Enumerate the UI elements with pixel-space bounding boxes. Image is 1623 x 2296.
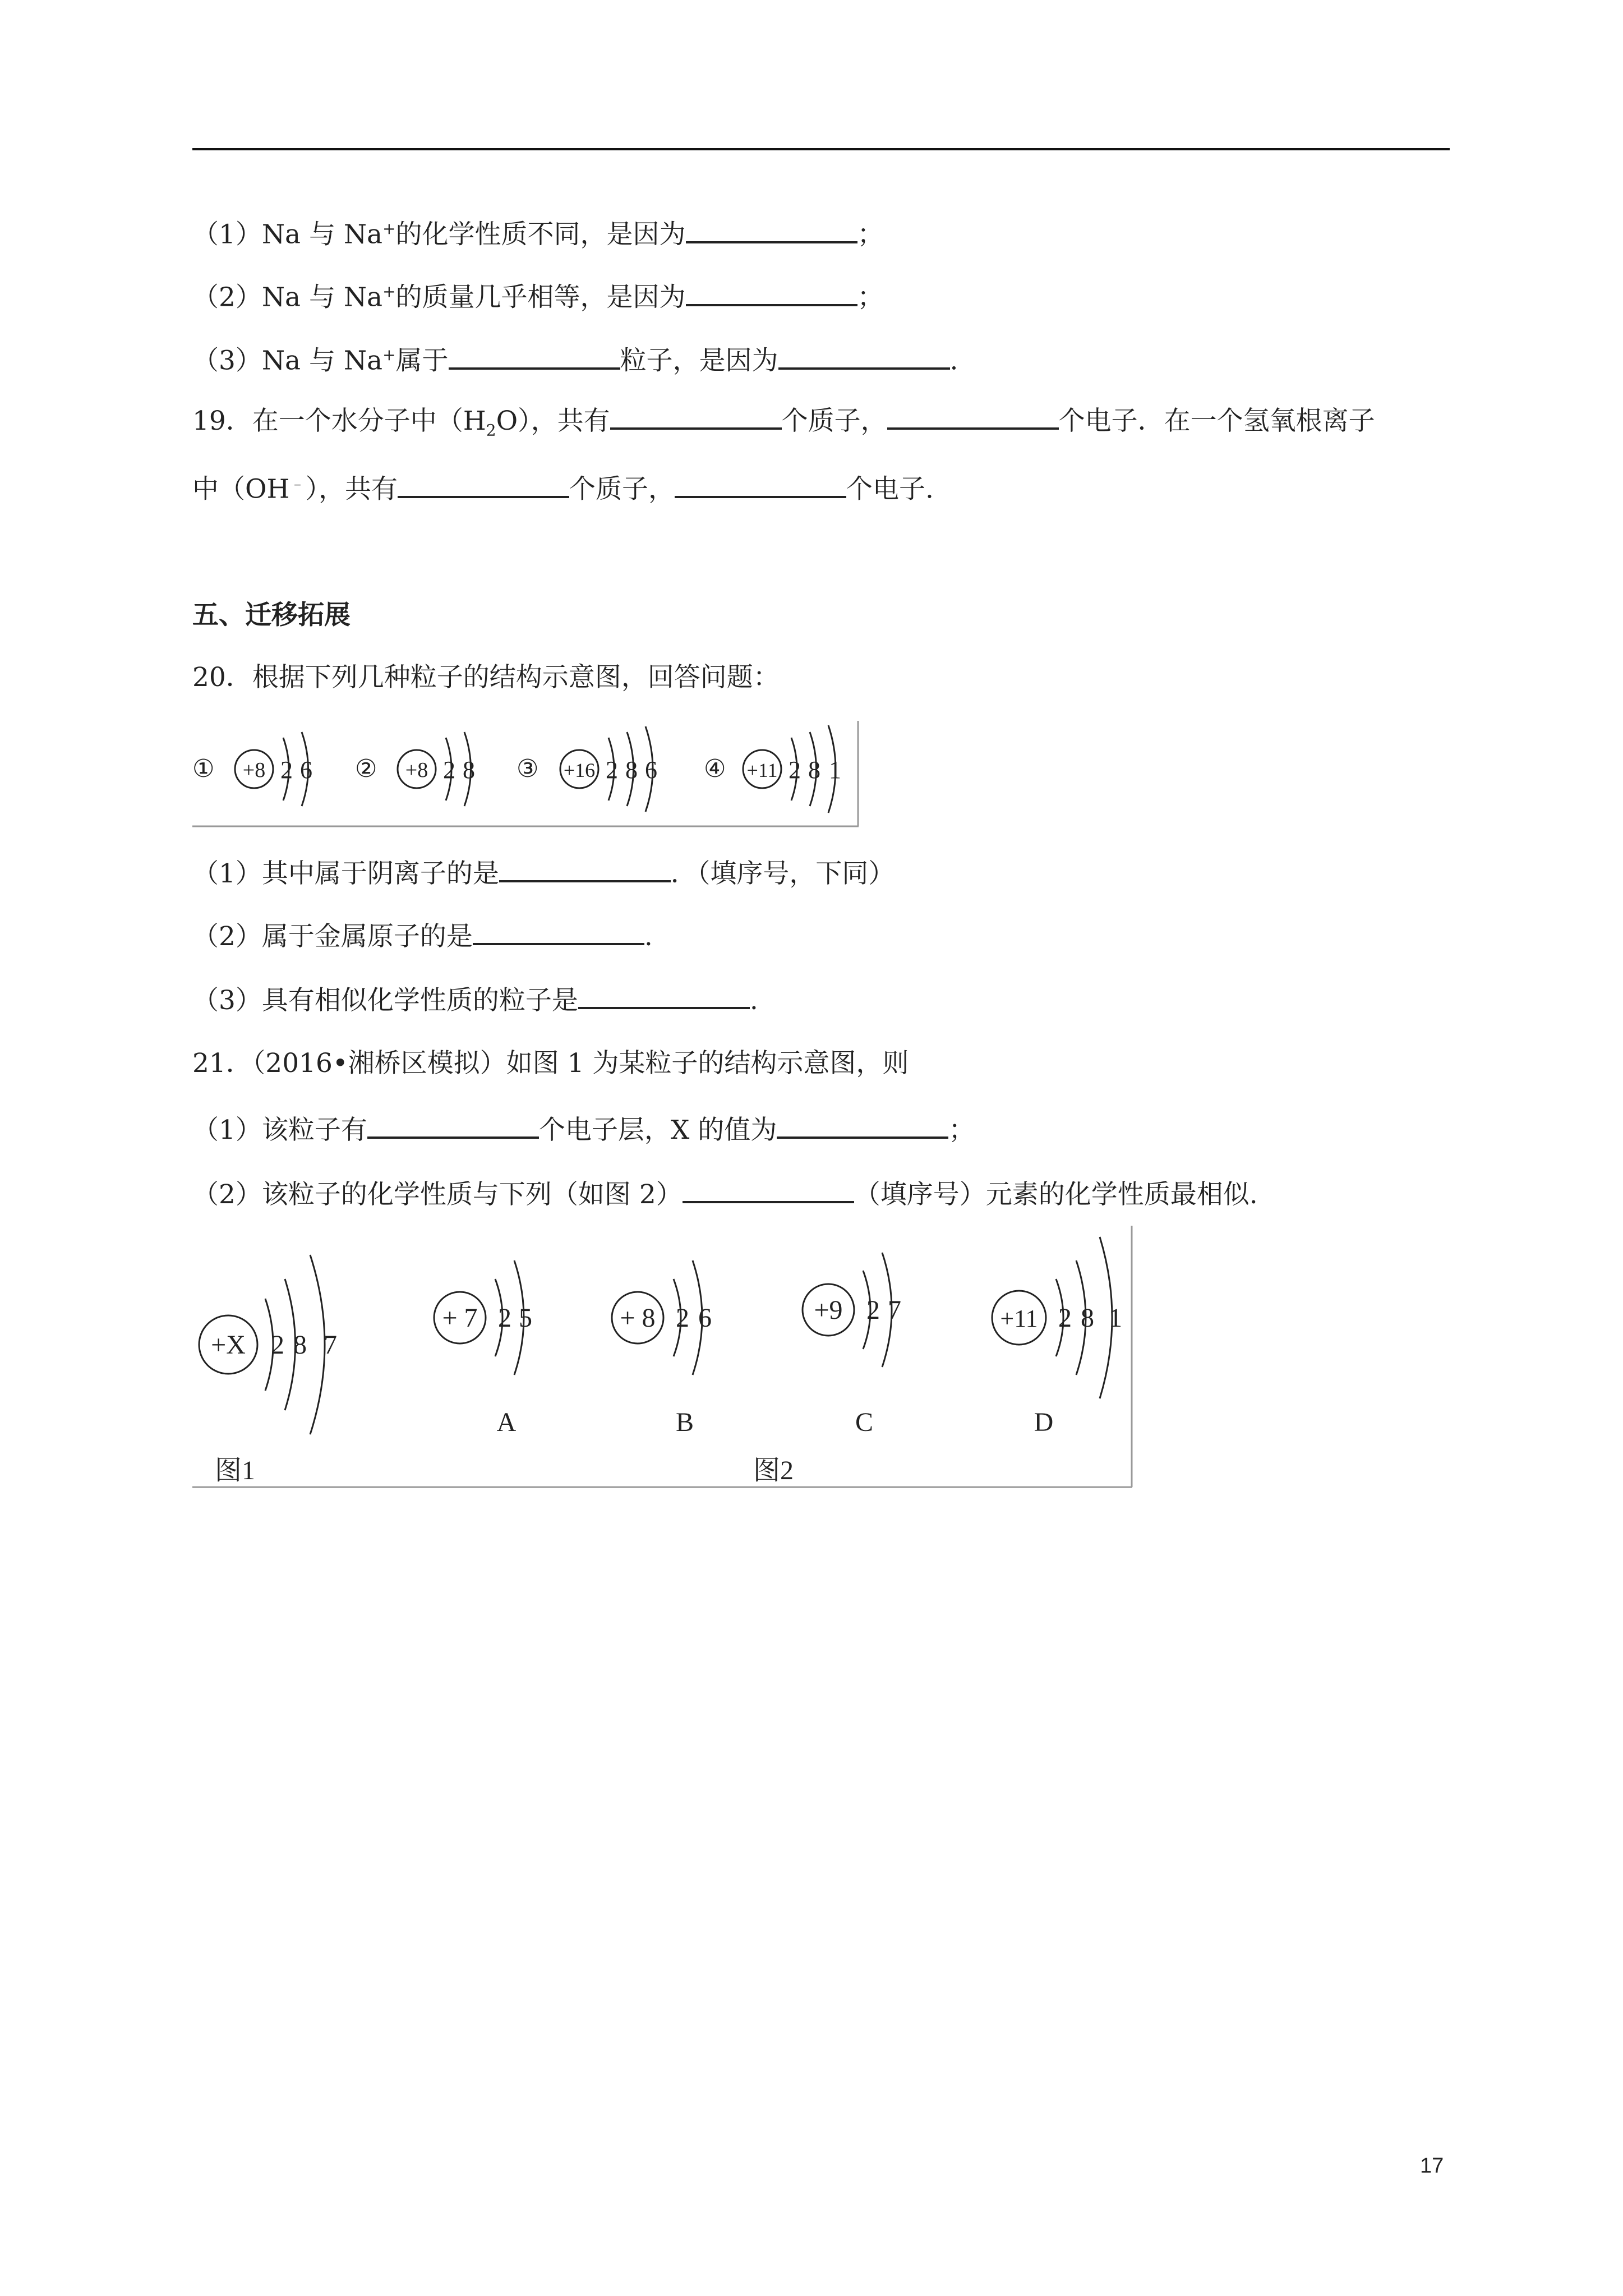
item-index: ②: [355, 755, 377, 783]
electron-count: 2: [1058, 1303, 1072, 1333]
punctuation: ；: [857, 219, 884, 250]
electron-count: 1: [829, 756, 841, 784]
q18-part-2-prefix: （2）Na 与 Na: [192, 282, 383, 313]
answer-blank[interactable]: [610, 403, 782, 430]
q20-figure: [192, 721, 860, 827]
q21-part-2: [192, 1176, 1258, 1212]
q21-stem: 21．（2016•湘桥区模拟）如图 1 为某粒子的结构示意图，则: [192, 1048, 909, 1079]
q20-part-1-text: （1）其中属于阴离子的是: [192, 858, 499, 889]
answer-blank[interactable]: [778, 343, 950, 370]
q19-line-2: [192, 467, 934, 507]
header-rule: [192, 148, 1450, 150]
q20-part-3-text: （3）具有相似化学性质的粒子是: [192, 985, 578, 1016]
option-d-diagram: [992, 1237, 1122, 1437]
nucleus-charge: +9: [814, 1295, 843, 1325]
section-heading: 五、迁移拓展: [192, 600, 351, 631]
electron-count: 2: [443, 756, 455, 784]
figure-caption: 图1: [215, 1456, 256, 1485]
nucleus-charge: +16: [563, 759, 596, 781]
electron-count: 2: [498, 1303, 511, 1333]
q21-part-1-text: （1）该粒子有: [192, 1115, 367, 1145]
subscript: 2: [486, 421, 496, 440]
atom-diagram-2: [355, 732, 475, 806]
option-label: C: [855, 1407, 874, 1437]
q20-stem: 20．根据下列几种粒子的结构示意图，回答问题：: [192, 662, 780, 693]
q19-line-1: [192, 403, 1375, 447]
fig1-diagram: [199, 1255, 337, 1485]
q20-part-1-note: ．（填序号，下同）: [670, 858, 895, 889]
item-index: ④: [704, 755, 726, 783]
item-index: ③: [517, 755, 539, 783]
electron-count: 6: [645, 756, 657, 784]
answer-blank[interactable]: [686, 279, 857, 306]
electron-count: 8: [293, 1330, 307, 1360]
atom-diagram-3: [517, 726, 657, 812]
punctuation: ；: [948, 1115, 975, 1145]
electron-shell-arc: [310, 1255, 325, 1434]
q18-part-1-text: 的化学性质不同，是因为: [395, 219, 686, 250]
nucleus-charge: +8: [405, 758, 428, 782]
option-a-diagram: [434, 1260, 532, 1437]
electron-count: 5: [519, 1303, 532, 1333]
option-b-diagram: [612, 1260, 712, 1437]
q19-text: 个质子，: [569, 473, 675, 505]
option-label: A: [496, 1407, 517, 1437]
nucleus-charge: +11: [746, 759, 778, 781]
q21-figure: [192, 1226, 1135, 1489]
answer-blank[interactable]: [777, 1112, 948, 1139]
electron-count: 8: [625, 756, 638, 784]
option-c-diagram: [803, 1253, 901, 1437]
q18-part-2: [192, 275, 884, 315]
answer-blank[interactable]: [675, 471, 846, 498]
answer-blank[interactable]: [887, 403, 1059, 430]
answer-blank[interactable]: [686, 217, 857, 243]
option-label: B: [675, 1407, 694, 1437]
q20-part-2: [192, 918, 653, 954]
electron-count: 2: [271, 1330, 284, 1360]
q18-part-3: [192, 338, 958, 378]
answer-blank[interactable]: [398, 471, 569, 498]
page-number: 17: [1420, 2154, 1444, 2178]
nucleus-charge: + 7: [442, 1303, 478, 1333]
q21-part-1-text-2: 个电子层，X 的值为: [538, 1115, 777, 1145]
q21-part-1: [192, 1112, 975, 1147]
q18-part-1: [192, 212, 884, 252]
answer-blank[interactable]: [367, 1112, 539, 1139]
q21-part-2-text: （2）该粒子的化学性质与下列（如图 2）: [192, 1179, 683, 1210]
punctuation: .: [949, 345, 958, 376]
electron-count: 2: [676, 1303, 689, 1333]
q19-text: 个电子．在一个氢氧根离子: [1058, 406, 1375, 436]
electron-count: 2: [866, 1295, 880, 1325]
atom-diagram-1: [192, 732, 312, 806]
punctuation: ；: [857, 282, 884, 313]
q19-text: ），共有: [305, 473, 398, 505]
electron-count: 2: [280, 756, 293, 784]
superscript: ﹣: [289, 474, 306, 493]
nucleus-charge: +11: [1000, 1305, 1038, 1332]
figure-caption: 图2: [753, 1456, 794, 1485]
q19-text: 个电子.: [846, 473, 934, 505]
q20-part-1: [192, 855, 895, 891]
q19-text: 中（OH: [192, 473, 290, 505]
punctuation: .: [749, 985, 758, 1016]
q19-text: O），共有: [496, 406, 610, 436]
q18-part-3-text-2: 粒子，是因为: [620, 345, 778, 376]
answer-blank[interactable]: [473, 918, 644, 945]
nucleus-charge: +8: [242, 758, 266, 782]
item-index: ①: [192, 755, 215, 783]
answer-blank[interactable]: [578, 982, 750, 1009]
q18-part-3-text: 属于: [395, 345, 449, 376]
superscript: +: [382, 219, 396, 238]
electron-count: 6: [698, 1303, 712, 1333]
electron-count: 2: [606, 756, 618, 784]
q20-part-3: [192, 982, 758, 1018]
option-label: D: [1034, 1407, 1054, 1437]
electron-count: 7: [324, 1330, 337, 1360]
answer-blank[interactable]: [449, 343, 620, 370]
electron-count: 7: [888, 1295, 901, 1325]
q18-part-3-prefix: （3）Na 与 Na: [192, 345, 383, 376]
punctuation: .: [644, 921, 653, 952]
nucleus-charge: +X: [211, 1330, 246, 1360]
electron-count: 1: [1109, 1303, 1122, 1333]
q19-text: 19．在一个水分子中（H: [192, 406, 486, 436]
q20-part-2-text: （2）属于金属原子的是: [192, 921, 473, 952]
superscript: +: [382, 346, 396, 364]
q21-part-2-text-2: （填序号）元素的化学性质最相似.: [854, 1179, 1258, 1210]
q18-part-2-text: 的质量几乎相等，是因为: [395, 282, 686, 313]
q18-part-1-prefix: （1）Na 与 Na: [192, 219, 383, 250]
electron-count: 2: [789, 756, 801, 784]
q19-text: 个质子，: [781, 406, 887, 436]
nucleus-charge: + 8: [620, 1303, 656, 1333]
superscript: +: [382, 282, 396, 301]
answer-blank[interactable]: [499, 855, 671, 882]
electron-count: 8: [808, 756, 820, 784]
electron-count: 8: [1081, 1303, 1094, 1333]
electron-count: 8: [463, 756, 475, 784]
electron-count: 6: [300, 756, 312, 784]
answer-blank[interactable]: [683, 1176, 854, 1203]
atom-diagram-4: [704, 725, 841, 813]
